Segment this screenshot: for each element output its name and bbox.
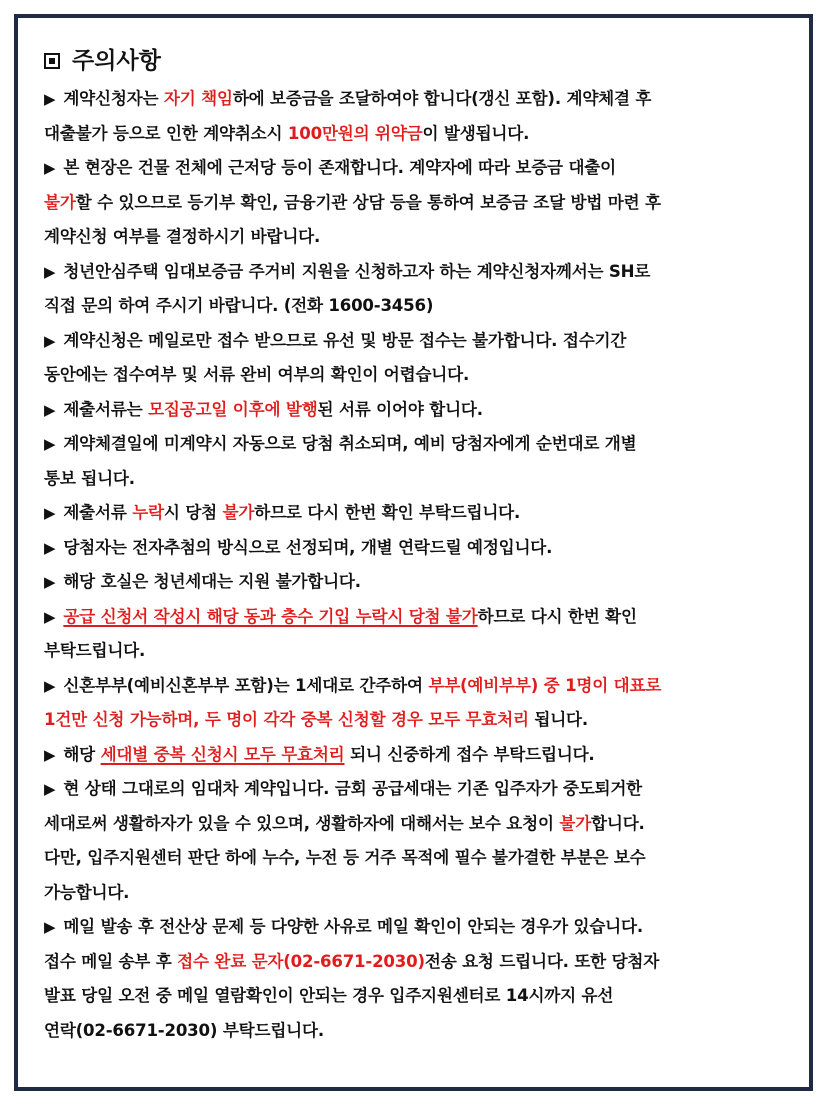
notice-item	[44, 393, 794, 428]
notice-text: 세대로써 생활하자가 있을 수 있으며, 생활하자에 대해서는 보수 요청이	[44, 813, 560, 833]
notice-line	[44, 910, 794, 945]
notice-line	[44, 669, 794, 704]
highlighted-text: 불가	[222, 503, 255, 522]
notice-line	[44, 807, 794, 842]
notice-text: 접수 메일 송부 후	[44, 951, 178, 971]
notice-text: 해당	[63, 744, 101, 764]
notice-text: 할 수 있으므로 등기부 확인, 금융기관 상담 등을 통하여 보증금 조달 방법 마련 후	[75, 192, 661, 212]
notice-line	[44, 151, 794, 186]
triangle-bullet-icon: ▶	[44, 745, 56, 764]
square-bullet-icon	[44, 53, 60, 69]
notice-item	[44, 151, 794, 255]
triangle-bullet-icon: ▶	[44, 538, 56, 557]
notice-text: 해당 호실은 청년세대는 지원 불가합니다.	[63, 572, 361, 591]
notice-item	[44, 600, 794, 669]
notice-text: 본 현장은 건물 전체에 근저당 등이 존재합니다. 계약자에 따라 보증금 대출이	[63, 158, 616, 177]
highlighted-text: 부부(예비부부) 중 1명이 대표로	[428, 675, 662, 695]
notice-text: 합니다.	[591, 813, 645, 833]
notice-line	[44, 772, 794, 807]
notice-line	[44, 496, 794, 531]
notice-text: 다만, 입주지원센터 판단 하에 누수, 누전 등 거주 목적에 필수 불가결한 부분은 보수	[44, 848, 646, 867]
notice-item	[44, 669, 794, 738]
notice-item	[44, 531, 794, 566]
notice-item	[44, 496, 794, 531]
notice-text: 하므로 다시 한번 확인 부탁드립니다.	[254, 503, 521, 522]
notice-line	[44, 82, 794, 117]
notice-line	[44, 255, 794, 290]
triangle-bullet-icon: ▶	[44, 676, 56, 695]
highlighted-text: 불가	[559, 813, 592, 833]
notice-item	[44, 772, 794, 910]
notice-line	[44, 876, 794, 911]
notice-text: 메일 발송 후 전산상 문제 등 다양한 사유로 메일 확인이 안되는 경우가 있습니다.	[63, 917, 643, 936]
notice-line	[44, 979, 794, 1014]
notice-text: 동안에는 접수여부 및 서류 완비 여부의 확인이 어렵습니다.	[44, 365, 470, 384]
notice-line	[44, 427, 794, 462]
highlighted-text: 접수 완료 문자(02-6671-2030)	[177, 951, 425, 971]
triangle-bullet-icon: ▶	[44, 90, 56, 108]
notice-line	[44, 358, 794, 393]
notice-list	[44, 82, 794, 1048]
highlighted-text: 불가	[44, 192, 76, 212]
notice-text: 하므로 다시 한번 확인	[477, 606, 637, 626]
notice-text: 시 당첨	[163, 503, 223, 522]
notice-line	[44, 703, 794, 738]
notice-text: 현 상태 그대로의 임대차 계약입니다. 금회 공급세대는 기존 입주자가 중도퇴거한	[63, 779, 643, 798]
notice-line	[44, 634, 794, 669]
notice-text: 제출서류는	[63, 399, 149, 419]
triangle-bullet-icon: ▶	[44, 435, 56, 453]
underlined-highlight-text: 공급 신청서 작성시 해당 동과 층수 기입 누락시 당첨 불가	[63, 606, 478, 626]
notice-line	[44, 324, 794, 359]
highlighted-text: 모집공고일 이후에 발행	[148, 399, 318, 419]
notice-item	[44, 910, 794, 1048]
notice-item	[44, 738, 794, 773]
notice-text: 당첨자는 전자추첨의 방식으로 선정되며, 개별 연락드릴 예정입니다.	[63, 537, 553, 557]
notice-text: 계약신청 여부를 결정하시기 바랍니다.	[44, 227, 321, 246]
triangle-bullet-icon: ▶	[44, 780, 56, 798]
notice-title-text: 주의사항	[72, 48, 161, 74]
notice-line	[44, 186, 794, 221]
notice-title	[44, 44, 161, 78]
notice-line	[44, 565, 794, 600]
notice-line	[44, 841, 794, 876]
notice-line	[44, 117, 794, 152]
notice-line	[44, 1014, 794, 1049]
triangle-bullet-icon: ▶	[44, 159, 56, 177]
notice-item	[44, 427, 794, 496]
highlighted-text: 자기 책임	[163, 89, 233, 108]
notice-text: 청년안심주택 임대보증금 주거비 지원을 신청하고자 하는 계약신청자께서는 SH로	[63, 261, 651, 281]
notice-text: 대출불가 등으로 인한 계약취소시	[44, 123, 288, 143]
notice-text: 됩니다.	[528, 710, 588, 729]
notice-line	[44, 945, 794, 980]
highlighted-text: 누락	[132, 503, 164, 522]
notice-text: 부탁드립니다.	[44, 641, 146, 660]
notice-item	[44, 324, 794, 393]
triangle-bullet-icon: ▶	[44, 400, 56, 419]
notice-text: 계약체결일에 미계약시 자동으로 당첨 취소되며, 예비 당첨자에게 순번대로 개별	[63, 434, 637, 453]
notice-line	[44, 600, 794, 635]
notice-text: 통보 됩니다.	[44, 468, 135, 488]
notice-text: 하에 보증금을 조달하여야 합니다(갱신 포함). 계약체결 후	[232, 89, 652, 108]
notice-text: 전송 요청 드립니다. 또한 당첨자	[424, 951, 660, 971]
triangle-bullet-icon: ▶	[44, 607, 56, 626]
notice-item	[44, 82, 794, 151]
triangle-bullet-icon: ▶	[44, 262, 56, 281]
notice-text: 제출서류	[63, 503, 133, 522]
notice-text: 이 발생됩니다.	[422, 123, 530, 143]
notice-text: 직접 문의 하여 주시기 바랍니다. (전화 1600-3456)	[44, 296, 434, 315]
notice-line	[44, 531, 794, 566]
underlined-highlight-text: 세대별 중복 신청시 모두 무효처리	[100, 744, 345, 764]
notice-line	[44, 220, 794, 255]
triangle-bullet-icon: ▶	[44, 573, 56, 591]
highlighted-text: 1건만 신청 가능하며, 두 명이 각각 중복 신청할 경우 모두 무효처리	[44, 710, 529, 729]
notice-text: 신혼부부(예비신혼부부 포함)는 1세대로 간주하여	[63, 675, 429, 695]
notice-line	[44, 462, 794, 497]
notice-text: 계약신청자는	[63, 89, 164, 108]
notice-text: 가능합니다.	[44, 882, 130, 902]
triangle-bullet-icon: ▶	[44, 918, 56, 936]
notice-line	[44, 738, 794, 773]
notice-line	[44, 289, 794, 324]
triangle-bullet-icon: ▶	[44, 504, 56, 522]
notice-text: 되니 신중하게 접수 부탁드립니다.	[344, 744, 595, 764]
triangle-bullet-icon: ▶	[44, 331, 56, 350]
notice-line	[44, 393, 794, 428]
notice-text: 연락(02-6671-2030) 부탁드립니다.	[44, 1020, 324, 1040]
highlighted-text: 100만원의 위약금	[287, 123, 423, 143]
notice-item	[44, 565, 794, 600]
notice-text: 계약신청은 메일로만 접수 받으므로 유선 및 방문 접수는 불가합니다. 접수기간	[63, 330, 627, 350]
notice-text: 된 서류 이어야 합니다.	[317, 399, 483, 419]
notice-item	[44, 255, 794, 324]
notice-text: 발표 당일 오전 중 메일 열람확인이 안되는 경우 입주지원센터로 14시까지 유선	[44, 986, 614, 1005]
